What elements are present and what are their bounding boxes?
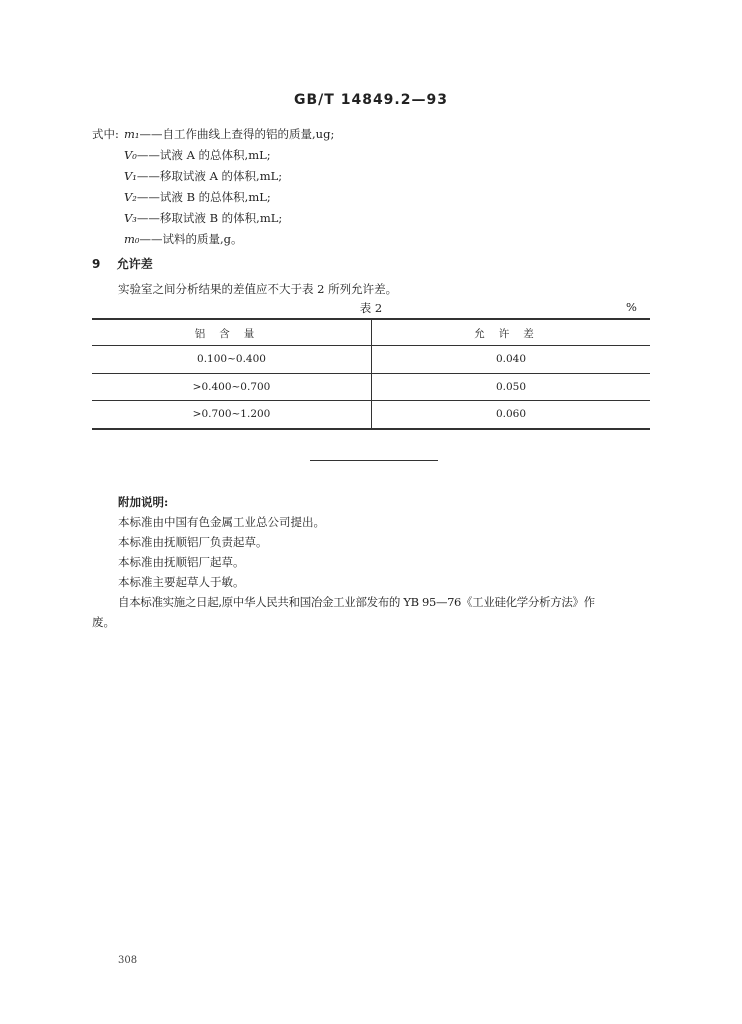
notes-line: 本标准由中国有色金属工业总公司提出。: [118, 515, 325, 529]
formula-desc: ——移取试液 B 的体积,mL;: [136, 211, 283, 225]
formula-symbol: V₀: [124, 148, 137, 162]
formula-desc: ——试液 A 的总体积,mL;: [136, 148, 271, 162]
formula-item: [124, 189, 271, 205]
section-number: 9: [92, 257, 101, 271]
formula-prefix: 式中:: [92, 127, 119, 141]
table-header-cell: 允许差: [474, 328, 548, 340]
formula-symbol: V₃: [124, 211, 137, 225]
formula-item: [124, 231, 243, 247]
notes-line: 本标准主要起草人于敏。: [118, 575, 245, 589]
intro-paragraph: 实验室之间分析结果的差值应不大于表 2 所列允许差。: [118, 282, 398, 296]
standard-header: GB/T 14849.2—93: [294, 92, 448, 108]
formula-item: [124, 147, 271, 163]
section-heading: [92, 255, 153, 272]
table-cell: 0.040: [495, 353, 527, 365]
notes-line: 本标准由抚顺铝厂负责起草。: [118, 535, 268, 549]
notes-line: 自本标准实施之日起,原中华人民共和国冶金工业部发布的 YB 95—76《工业硅化学分析方法》作: [118, 595, 595, 609]
table-header-cell: 铝含量: [194, 328, 269, 340]
table-unit: %: [626, 300, 637, 314]
table-cell: >0.700~1.200: [192, 408, 271, 420]
section-title: 允许差: [116, 257, 153, 271]
notes-title: 附加说明:: [118, 495, 169, 509]
formula-item: [124, 126, 334, 142]
formula-desc: ——自工作曲线上查得的铝的质量,ug;: [139, 127, 335, 141]
table-title: 表 2: [359, 301, 383, 315]
table-cell: 0.060: [495, 408, 527, 420]
formula-symbol: V₂: [124, 190, 137, 204]
page-number: 308: [118, 955, 138, 966]
formula-desc: ——试料的质量,g。: [139, 232, 243, 246]
table-cell: 0.100~0.400: [197, 353, 266, 365]
formula-desc: ——移取试液 A 的体积,mL;: [136, 169, 283, 183]
end-rule: [310, 460, 438, 461]
formula-item: [124, 168, 282, 184]
formula-symbol: V₁: [124, 169, 137, 183]
formula-item: [124, 210, 282, 226]
notes-continuation: 废。: [92, 615, 115, 629]
formula-symbol: m₀: [124, 232, 140, 246]
formula-symbol: m₁: [124, 127, 140, 141]
notes-line: 本标准由抚顺铝厂起草。: [118, 555, 245, 569]
formula-desc: ——试液 B 的总体积,mL;: [136, 190, 271, 204]
table-cell: >0.400~0.700: [192, 381, 271, 393]
table-cell: 0.050: [495, 381, 527, 393]
